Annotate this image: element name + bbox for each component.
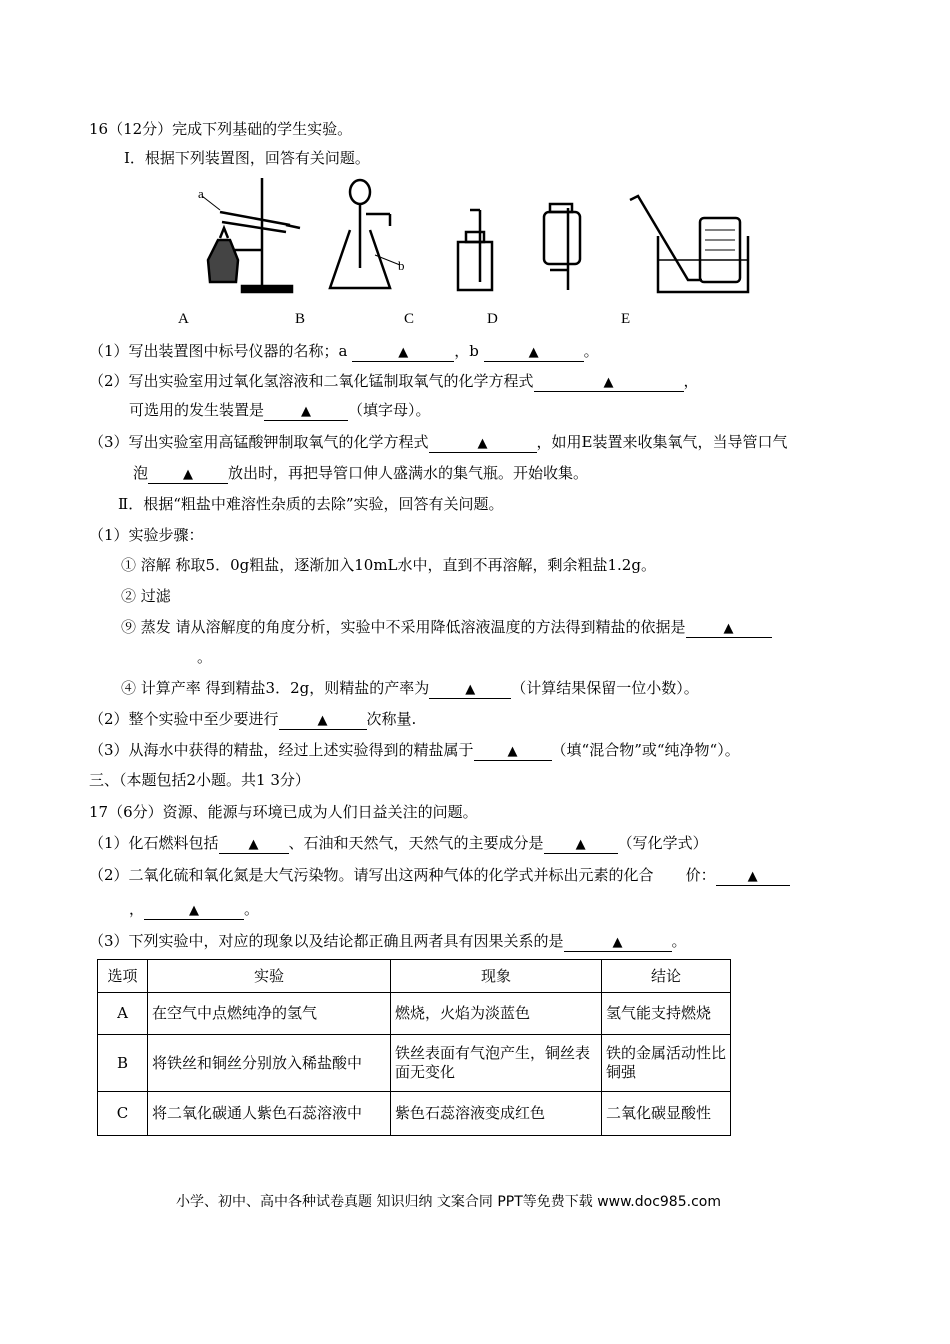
blank-mark: ▲ [747, 869, 758, 884]
answer-blank[interactable] [534, 373, 684, 392]
blank-mark: ▲ [612, 935, 623, 950]
footer-text: 小学、初中、高中各种试卷真题 知识归纳 文案合同 PPT等免费下载 www.doc985.com [176, 1194, 721, 1210]
blank-mark: ▲ [189, 903, 200, 918]
q16-p2-end2: （填字母）。 [348, 401, 431, 419]
label-D: D [487, 311, 498, 327]
answer-blank[interactable] [564, 933, 672, 952]
q16-step3-text: ⑨ 蒸发 请从溶解度的角度分析，实验中不采用降低溶液温度的方法得到精盐的依据是 [121, 618, 686, 636]
q17-p1-text: （1）化石燃料包括 [89, 834, 219, 852]
blank-mark: ▲ [528, 345, 539, 360]
q17-p3-text: （3）下列实验中，对应的现象以及结论都正确且两者具有因果关系的是 [89, 932, 564, 950]
label-E: E [621, 311, 631, 327]
table-cell: 燃烧，火焰为淡蓝色 [391, 993, 602, 1035]
answer-blank[interactable] [686, 619, 772, 638]
q17-p2-line2 [129, 899, 259, 920]
q16-p3-end2: 放出时，再把导管口伸人盛满水的集气瓶。开始收集。 [228, 464, 589, 482]
q16-step4-text: ④ 计算产率 得到精盐3．2g，则精盐的产率为 [121, 679, 430, 697]
q17-p2-mid: 价： [685, 866, 716, 884]
q17-p3-end: 。 [671, 932, 687, 950]
table-header-cell: 现象 [391, 960, 602, 993]
blank-mark: ▲ [301, 404, 312, 419]
blank-mark: ▲ [183, 467, 194, 482]
q16-p2-end: ， [683, 372, 699, 390]
q16-p3-text: （3）写出实验室用高锰酸钾制取氧气的化学方程式 [89, 433, 429, 451]
apparatus-C [458, 210, 492, 290]
q16-step4 [121, 678, 699, 699]
q16-p3 [89, 432, 788, 453]
answer-blank[interactable] [352, 343, 454, 362]
q17-p2 [89, 865, 790, 886]
table-cell: 紫色石蕊溶液变成红色 [391, 1092, 602, 1136]
q16-step2: ② 过滤 [121, 587, 171, 605]
q17-p1 [89, 833, 708, 854]
table-cell: 将铁丝和铜丝分别放入稀盐酸中 [148, 1035, 391, 1092]
blank-mark: ▲ [465, 682, 476, 697]
apparatus-E [630, 196, 748, 292]
q16-title: 16（12分）完成下列基础的学生实验。 [89, 120, 353, 138]
table-cell: 铁的金属活动性比铜强 [602, 1035, 731, 1092]
blank-mark: ▲ [575, 837, 586, 852]
apparatus-D [544, 204, 580, 290]
answer-blank[interactable] [144, 901, 244, 920]
q16-part1-heading: I．根据下列装置图，回答有关问题。 [124, 149, 370, 167]
blank-mark: ▲ [398, 345, 409, 360]
q16-s2-end: 次称量. [366, 710, 417, 728]
q16-p3-mid: ，如用E装置来收集氧气，当导管口气 [536, 433, 788, 451]
q16-s2-text: （2）整个实验中至少要进行 [89, 710, 279, 728]
answer-blank[interactable] [484, 343, 584, 362]
answer-blank[interactable] [716, 867, 790, 886]
blank-mark: ▲ [507, 744, 518, 759]
table-header-cell: 实验 [148, 960, 391, 993]
q16-s3-end: （填“混合物”或“纯净物“）。 [551, 741, 740, 759]
q16-p2-line2 [129, 400, 431, 421]
table-cell: A [98, 993, 148, 1035]
label-B: B [295, 311, 306, 327]
blank-mark: ▲ [477, 436, 488, 451]
apparatus-B [330, 180, 400, 288]
q16-s3-text: （3）从海水中获得的精盐，经过上述实验得到的精盐属于 [89, 741, 474, 759]
table-header-cell: 结论 [602, 960, 731, 993]
q16-p2-text: （2）写出实验室用过氧化氢溶液和二氧化锰制取氧气的化学方程式 [89, 372, 534, 390]
section-3-heading: 三、（本题包括2小题。共1 3分） [89, 771, 310, 789]
q16-p1 [89, 341, 599, 362]
answer-blank[interactable] [264, 402, 348, 421]
table-header-cell: 选项 [98, 960, 148, 993]
q16-step4-end: （计算结果保留一位小数）。 [511, 679, 699, 697]
q16-p1-end: 。 [583, 342, 599, 360]
table-row [98, 1035, 731, 1092]
label-b: b [398, 258, 405, 273]
blank-mark: ▲ [603, 375, 614, 390]
q16-p2 [89, 371, 699, 392]
q17-p2-end2: 。 [244, 900, 260, 918]
q16-p3-line2 [133, 463, 588, 484]
answer-blank[interactable] [544, 835, 618, 854]
table-cell: 将二氧化碳通人紫色石蕊溶液中 [148, 1092, 391, 1136]
blank-mark: ▲ [248, 837, 259, 852]
blank-mark: ▲ [723, 621, 734, 636]
q17-p1-end: （写化学式） [617, 834, 708, 852]
q16-step3-end: 。 [197, 648, 213, 666]
label-C: C [404, 311, 415, 327]
answer-blank[interactable] [429, 434, 537, 453]
table-row [98, 1092, 731, 1136]
table-cell: 铁丝表面有气泡产生，铜丝表面无变化 [391, 1035, 602, 1092]
table-cell: B [98, 1035, 148, 1092]
q17-p3 [89, 931, 687, 952]
answer-blank[interactable] [148, 465, 228, 484]
answer-blank[interactable] [429, 680, 511, 699]
q17-p2-text: （2）二氧化硫和氧化氮是大气污染物。请写出这两种气体的化学式并标出元素的化合 [89, 866, 654, 884]
answer-blank[interactable] [219, 835, 289, 854]
q16-s1: （1）实验步骤： [89, 526, 204, 544]
table-cell: 氢气能支持燃烧 [602, 993, 731, 1035]
apparatus-figure [190, 170, 770, 300]
q16-p2-text2: 可选用的发生装置是 [129, 401, 265, 419]
q17-p2-sep: ， [129, 900, 145, 918]
label-A: A [178, 311, 189, 327]
table-cell: 在空气中点燃纯净的氢气 [148, 993, 391, 1035]
table-row [98, 993, 731, 1035]
apparatus-A [202, 178, 300, 292]
q16-p1-sep: ，b [454, 342, 479, 360]
q16-p3-text2: 泡 [133, 464, 149, 482]
answer-blank[interactable] [279, 711, 367, 730]
q16-s2 [89, 709, 416, 730]
q17-title: 17（6分）资源、能源与环境已成为人们日益关注的问题。 [89, 803, 478, 821]
experiment-table [97, 959, 731, 1136]
table-cell: 二氧化碳显酸性 [602, 1092, 731, 1136]
answer-blank[interactable] [474, 742, 552, 761]
label-a: a [198, 186, 204, 201]
q16-step3 [121, 617, 772, 638]
table-cell: C [98, 1092, 148, 1136]
q16-s3 [89, 740, 740, 761]
q17-p1-mid: 、石油和天然气，天然气的主要成分是 [288, 834, 544, 852]
table-header-row [98, 960, 731, 993]
q16-part2-heading: Ⅱ．根据“粗盐中难溶性杂质的去除”实验，回答有关问题。 [118, 495, 504, 513]
blank-mark: ▲ [317, 713, 328, 728]
q16-step1: ① 溶解 称取5．0g粗盐，逐渐加入10mL水中，直到不再溶解，剩余粗盐1.2g。 [121, 556, 656, 574]
q16-p1-text: （1）写出装置图中标号仪器的名称；a [89, 342, 348, 360]
